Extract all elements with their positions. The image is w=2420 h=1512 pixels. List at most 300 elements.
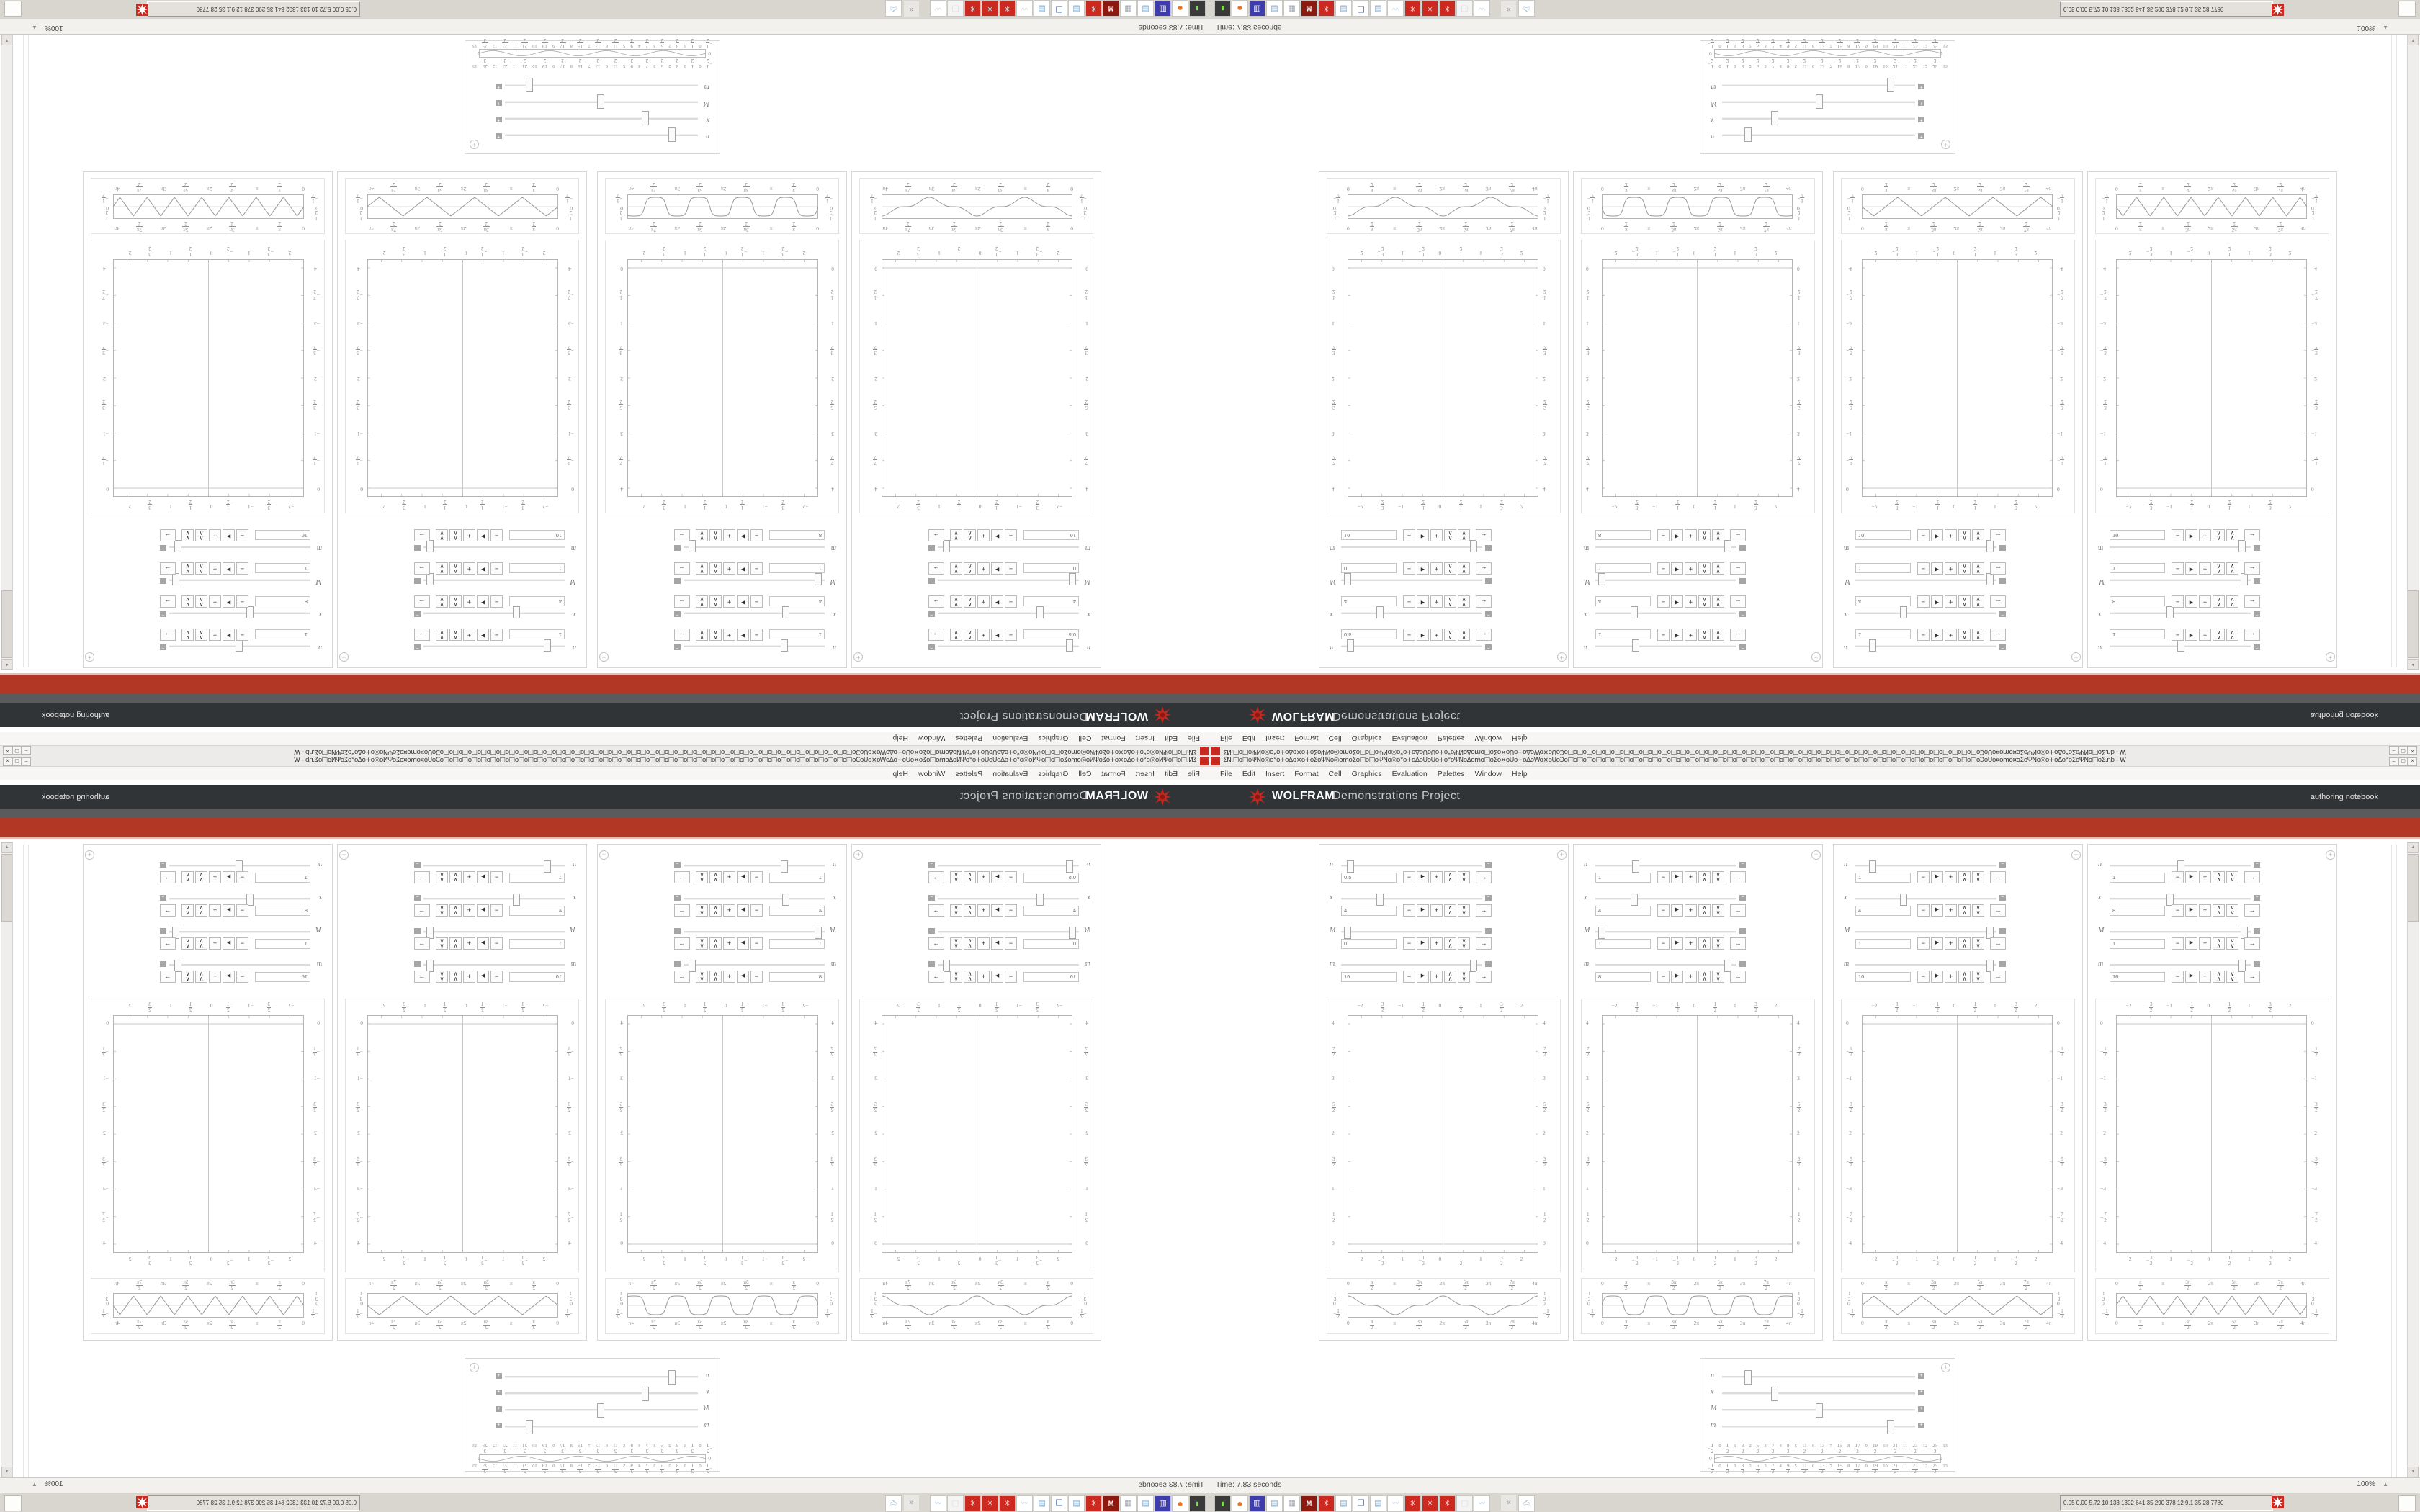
spikey-icon[interactable]: ✳ — [1404, 1495, 1421, 1512]
slider-thumb[interactable] — [1632, 640, 1639, 652]
slider-expand-toggle[interactable]: − — [1739, 545, 1746, 551]
slider-expand-toggle[interactable]: − — [2254, 862, 2260, 868]
step-button-down2[interactable]: ∨ ∨ — [1712, 871, 1724, 883]
slider-thumb[interactable] — [426, 960, 434, 972]
step-button-minus[interactable]: − — [1403, 595, 1415, 608]
step-button-down2[interactable]: ∨ ∨ — [2226, 595, 2238, 608]
step-button-arrow[interactable]: → — [414, 904, 430, 917]
scroll-icon[interactable]: 〰 — [1387, 0, 1404, 17]
step-button-plus[interactable]: + — [977, 937, 990, 950]
step-button-arrow[interactable]: → — [1990, 971, 2006, 983]
step-button-minus[interactable]: − — [236, 529, 248, 541]
value-field-m[interactable]: 10 — [1855, 530, 1911, 540]
step-button-arrow[interactable]: → — [1730, 562, 1746, 575]
step-button-plus[interactable]: + — [463, 971, 475, 983]
step-button-plus[interactable]: + — [463, 629, 475, 641]
slider-track[interactable] — [684, 964, 825, 966]
vertical-scrollbar[interactable] — [1, 34, 13, 670]
step-button-plus[interactable]: + — [1945, 871, 1957, 883]
step-button-up2[interactable]: ∧ ∧ — [449, 595, 462, 608]
step-button-arrow[interactable]: → — [1730, 629, 1746, 641]
manipulate-menu-icon[interactable]: + — [853, 652, 863, 662]
menu-file[interactable]: File — [1188, 770, 1200, 778]
step-button-minus[interactable]: − — [1005, 904, 1017, 917]
value-field-M[interactable]: 0 — [1023, 939, 1079, 949]
step-button-arrow[interactable]: → — [674, 971, 690, 983]
slider-thumb[interactable] — [526, 1420, 533, 1434]
slider-track[interactable] — [505, 1426, 698, 1428]
slider-track[interactable] — [505, 117, 698, 120]
step-button-plus[interactable]: + — [1685, 629, 1697, 641]
spikey-icon[interactable]: ✳ — [1085, 1495, 1102, 1512]
slider-track[interactable] — [169, 612, 310, 614]
slider-track[interactable] — [1855, 645, 1996, 647]
firefox-icon[interactable]: ● — [1172, 0, 1188, 17]
step-button-arrow[interactable]: → — [2244, 529, 2260, 541]
step-button-play[interactable]: ▶ — [2185, 629, 2197, 641]
step-button-minus[interactable]: − — [1005, 529, 1017, 541]
value-field-x[interactable]: 4 — [1341, 906, 1397, 916]
slider-track[interactable] — [938, 546, 1079, 548]
slider-expand-toggle[interactable]: − — [160, 928, 166, 934]
step-button-plus[interactable]: + — [209, 971, 221, 983]
brand-demonstrations[interactable]: Demonstrations Project — [959, 710, 1088, 722]
value-field-M[interactable]: 1 — [1595, 563, 1651, 573]
value-field-M[interactable]: 1 — [769, 563, 825, 573]
cell-bracket[interactable] — [2391, 34, 2392, 667]
slider-thumb[interactable] — [1632, 860, 1639, 873]
slider-track[interactable] — [938, 865, 1079, 867]
step-button-minus[interactable]: − — [2172, 562, 2184, 575]
brand-wolfram[interactable]: WOLFRAM — [1085, 710, 1148, 722]
menu-help[interactable]: Help — [892, 734, 908, 742]
manipulate-menu-icon[interactable]: + — [1557, 652, 1567, 662]
step-button-plus[interactable]: + — [1430, 529, 1443, 541]
scroll-icon[interactable]: 〰 — [1387, 1495, 1404, 1512]
slider-track[interactable] — [2110, 898, 2251, 900]
value-field-m[interactable]: 8 — [1595, 972, 1651, 982]
menu-format[interactable]: Format — [1294, 734, 1319, 742]
window-titlebar[interactable] — [1210, 745, 2420, 756]
notepad-icon[interactable]: ▤ — [1266, 1495, 1283, 1512]
step-button-play[interactable]: ▶ — [1671, 871, 1683, 883]
step-button-play[interactable]: ▶ — [1417, 562, 1429, 575]
menu-edit[interactable]: Edit — [1242, 734, 1256, 742]
value-field-x[interactable]: 8 — [255, 906, 310, 916]
cell-bracket[interactable] — [23, 34, 24, 667]
step-button-plus[interactable]: + — [723, 871, 735, 883]
step-button-minus[interactable]: − — [236, 971, 248, 983]
step-button-play[interactable]: ▶ — [2185, 937, 2197, 950]
show-desktop-sliver[interactable] — [4, 1495, 22, 1511]
step-button-down2[interactable]: ∨ ∨ — [2226, 629, 2238, 641]
window-titlebar[interactable] — [1210, 756, 2420, 767]
step-button-plus[interactable]: + — [463, 562, 475, 575]
step-button-play[interactable]: ▶ — [1671, 971, 1683, 983]
slider-expand-toggle[interactable]: + — [496, 133, 502, 139]
slider-thumb[interactable] — [513, 894, 520, 906]
ghost-icon[interactable]: ▢ — [1456, 0, 1473, 17]
slider-expand-toggle[interactable]: − — [1999, 895, 2006, 901]
slider-thumb[interactable] — [246, 894, 254, 906]
slider-track[interactable] — [684, 579, 825, 581]
scroll-up-arrow[interactable]: ▲ — [1, 659, 12, 670]
step-button-up2[interactable]: ∧ ∧ — [709, 629, 722, 641]
step-button-play[interactable]: ▶ — [223, 971, 235, 983]
slider-thumb[interactable] — [642, 111, 649, 125]
step-button-play[interactable]: ▶ — [2185, 904, 2197, 917]
step-button-plus[interactable]: + — [209, 595, 221, 608]
step-button-up2[interactable]: ∧ ∧ — [709, 937, 722, 950]
slider-expand-toggle[interactable]: − — [1739, 961, 1746, 967]
value-field-n[interactable]: 1 — [1595, 629, 1651, 639]
value-field-n[interactable]: 0.5 — [1341, 629, 1397, 639]
window-titlebar[interactable] — [0, 756, 1210, 767]
slider-track[interactable] — [938, 898, 1079, 900]
slider-thumb[interactable] — [1347, 640, 1354, 652]
notepad-icon[interactable]: ▤ — [1370, 0, 1386, 17]
cell-bracket[interactable] — [28, 845, 29, 1478]
step-button-arrow[interactable]: → — [928, 937, 944, 950]
manipulate-menu-icon[interactable]: + — [2326, 850, 2335, 860]
value-field-n[interactable]: 0.5 — [1023, 629, 1079, 639]
step-button-up2[interactable]: ∧ ∧ — [1698, 562, 1711, 575]
step-button-up2[interactable]: ∧ ∧ — [195, 529, 207, 541]
step-button-minus[interactable]: − — [750, 937, 763, 950]
slider-track[interactable] — [505, 84, 698, 86]
step-button-down2[interactable]: ∨ ∨ — [696, 562, 708, 575]
manipulate-menu-icon[interactable]: + — [599, 652, 609, 662]
step-button-down2[interactable]: ∨ ∨ — [1972, 629, 1984, 641]
slider-track[interactable] — [169, 931, 310, 933]
manipulate-menu-icon[interactable]: + — [1811, 652, 1821, 662]
calculator-icon[interactable]: ▦ — [1120, 1495, 1137, 1512]
step-button-up2[interactable]: ∧ ∧ — [1444, 595, 1456, 608]
step-button-plus[interactable]: + — [463, 904, 475, 917]
slider-thumb[interactable] — [2238, 541, 2246, 553]
calculator-icon[interactable]: ▦ — [1120, 0, 1137, 17]
step-button-down2[interactable]: ∨ ∨ — [182, 937, 194, 950]
step-button-down2[interactable]: ∨ ∨ — [436, 562, 448, 575]
window-app-icon[interactable]: ❐ — [1051, 0, 1067, 17]
step-button-plus[interactable]: + — [1945, 629, 1957, 641]
manipulate-menu-icon[interactable]: + — [339, 850, 349, 860]
value-field-M[interactable]: 0 — [1341, 939, 1397, 949]
slider-track[interactable] — [938, 645, 1079, 647]
spikey-icon[interactable]: ✳ — [1422, 1495, 1438, 1512]
slider-track[interactable] — [1855, 546, 1996, 548]
slider-thumb[interactable] — [668, 127, 676, 142]
step-button-plus[interactable]: + — [1685, 904, 1697, 917]
slider-track[interactable] — [938, 964, 1079, 966]
step-button-arrow[interactable]: → — [160, 971, 176, 983]
step-button-up2[interactable]: ∧ ∧ — [1698, 871, 1711, 883]
value-field-x[interactable]: 8 — [2110, 596, 2165, 606]
step-button-plus[interactable]: + — [2199, 529, 2211, 541]
step-button-up2[interactable]: ∧ ∧ — [964, 904, 976, 917]
step-button-minus[interactable]: − — [1917, 971, 1930, 983]
slider-thumb[interactable] — [782, 607, 789, 619]
manipulate-menu-icon[interactable]: + — [1811, 850, 1821, 860]
scroll-up-arrow[interactable]: ▲ — [2408, 842, 2419, 853]
step-button-play[interactable]: ▶ — [737, 629, 749, 641]
step-button-up2[interactable]: ∧ ∧ — [1444, 629, 1456, 641]
brand-wolfram[interactable]: WOLFRAM — [1272, 790, 1335, 802]
step-button-up2[interactable]: ∧ ∧ — [709, 971, 722, 983]
step-button-play[interactable]: ▶ — [223, 595, 235, 608]
cell-bracket[interactable] — [2396, 845, 2397, 1478]
value-field-m[interactable]: 16 — [1023, 972, 1079, 982]
step-button-up2[interactable]: ∧ ∧ — [449, 937, 462, 950]
value-field-n[interactable]: 1 — [509, 629, 565, 639]
step-button-up2[interactable]: ∧ ∧ — [964, 562, 976, 575]
slider-track[interactable] — [1595, 898, 1736, 900]
slider-thumb[interactable] — [1986, 927, 1994, 939]
slider-thumb[interactable] — [1066, 860, 1073, 873]
step-button-plus[interactable]: + — [1685, 595, 1697, 608]
step-button-play[interactable]: ▶ — [1417, 904, 1429, 917]
value-field-n[interactable]: 1 — [1855, 873, 1911, 883]
slider-track[interactable] — [424, 898, 565, 900]
step-button-down2[interactable]: ∨ ∨ — [1458, 871, 1470, 883]
value-field-x[interactable]: 4 — [769, 906, 825, 916]
slider-thumb[interactable] — [1376, 607, 1384, 619]
step-button-minus[interactable]: − — [2172, 971, 2184, 983]
menu-window[interactable]: Window — [918, 770, 946, 778]
step-button-minus[interactable]: − — [1917, 904, 1930, 917]
value-field-n[interactable]: 1 — [1855, 629, 1911, 639]
step-button-up2[interactable]: ∧ ∧ — [2213, 529, 2225, 541]
slider-thumb[interactable] — [1631, 607, 1638, 619]
step-button-plus[interactable]: + — [2199, 971, 2211, 983]
slider-thumb[interactable] — [1771, 1387, 1778, 1401]
step-button-up2[interactable]: ∧ ∧ — [1698, 529, 1711, 541]
menu-format[interactable]: Format — [1294, 770, 1319, 778]
step-button-down2[interactable]: ∨ ∨ — [436, 937, 448, 950]
slider-track[interactable] — [2110, 931, 2251, 933]
slider-track[interactable] — [1855, 579, 1996, 581]
step-button-minus[interactable]: − — [1403, 971, 1415, 983]
step-button-minus[interactable]: − — [490, 937, 503, 950]
vertical-scrollbar[interactable] — [1, 842, 13, 1478]
step-button-down2[interactable]: ∨ ∨ — [182, 904, 194, 917]
step-button-up2[interactable]: ∧ ∧ — [2213, 871, 2225, 883]
slider-expand-toggle[interactable]: − — [160, 644, 166, 650]
printer-icon[interactable]: ⎙ — [1518, 1495, 1535, 1512]
floppy-icon[interactable]: ▥ — [1155, 1495, 1171, 1512]
step-button-down2[interactable]: ∨ ∨ — [182, 562, 194, 575]
step-button-arrow[interactable]: → — [1476, 971, 1492, 983]
value-field-x[interactable]: 4 — [1855, 906, 1911, 916]
step-button-up2[interactable]: ∧ ∧ — [1958, 595, 1971, 608]
step-button-up2[interactable]: ∧ ∧ — [195, 595, 207, 608]
step-button-play[interactable]: ▶ — [1931, 562, 1943, 575]
step-button-play[interactable]: ▶ — [737, 595, 749, 608]
step-button-minus[interactable]: − — [236, 562, 248, 575]
close-button[interactable]: ✕ — [2408, 757, 2417, 766]
step-button-play[interactable]: ▶ — [991, 595, 1003, 608]
slider-expand-toggle[interactable]: + — [496, 1373, 502, 1379]
menu-format[interactable]: Format — [1101, 770, 1126, 778]
slider-expand-toggle[interactable]: − — [2254, 895, 2260, 901]
step-button-up2[interactable]: ∧ ∧ — [1444, 971, 1456, 983]
step-button-arrow[interactable]: → — [160, 562, 176, 575]
step-button-play[interactable]: ▶ — [477, 529, 489, 541]
show-desktop-sliver[interactable] — [2398, 1, 2416, 17]
step-button-minus[interactable]: − — [1917, 937, 1930, 950]
step-button-up2[interactable]: ∧ ∧ — [195, 871, 207, 883]
step-button-play[interactable]: ▶ — [1931, 937, 1943, 950]
step-button-minus[interactable]: − — [490, 904, 503, 917]
step-button-up2[interactable]: ∧ ∧ — [964, 529, 976, 541]
menu-evaluation[interactable]: Evaluation — [992, 770, 1028, 778]
menu-file[interactable]: File — [1220, 734, 1232, 742]
step-button-play[interactable]: ▶ — [1671, 562, 1683, 575]
mathematica-box-icon[interactable]: M — [1301, 0, 1317, 17]
step-button-down2[interactable]: ∨ ∨ — [2226, 562, 2238, 575]
slider-expand-toggle[interactable]: + — [496, 84, 502, 89]
step-button-play[interactable]: ▶ — [477, 595, 489, 608]
step-button-up2[interactable]: ∧ ∧ — [1698, 629, 1711, 641]
slider-thumb[interactable] — [1036, 607, 1044, 619]
brand-demonstrations[interactable]: Demonstrations Project — [959, 790, 1088, 802]
slider-expand-toggle[interactable]: − — [1999, 611, 2006, 617]
value-field-m[interactable]: 16 — [1023, 530, 1079, 540]
step-button-arrow[interactable]: → — [2244, 871, 2260, 883]
slider-expand-toggle[interactable]: − — [674, 644, 681, 650]
slider-expand-toggle[interactable]: − — [1739, 895, 1746, 901]
slider-expand-toggle[interactable]: − — [674, 611, 681, 617]
slider-thumb[interactable] — [1036, 894, 1044, 906]
maximize-button[interactable]: ▢ — [12, 746, 22, 755]
minimize-button[interactable]: – — [22, 746, 31, 755]
slider-track[interactable] — [1855, 931, 1996, 933]
value-field-m[interactable]: 16 — [2110, 530, 2165, 540]
step-button-minus[interactable]: − — [1403, 629, 1415, 641]
step-button-plus[interactable]: + — [209, 937, 221, 950]
step-button-plus[interactable]: + — [1430, 629, 1443, 641]
step-button-arrow[interactable]: → — [674, 904, 690, 917]
step-button-minus[interactable]: − — [2172, 629, 2184, 641]
value-field-m[interactable]: 16 — [1341, 972, 1397, 982]
slider-thumb[interactable] — [1986, 574, 1994, 586]
scrollbar-thumb[interactable] — [2408, 854, 2419, 922]
value-field-M[interactable]: 1 — [255, 563, 310, 573]
step-button-up2[interactable]: ∧ ∧ — [2213, 629, 2225, 641]
step-button-minus[interactable]: − — [490, 629, 503, 641]
step-button-plus[interactable]: + — [977, 904, 990, 917]
slider-track[interactable] — [1722, 1426, 1915, 1428]
step-button-minus[interactable]: − — [490, 529, 503, 541]
maximize-button[interactable]: ▢ — [2398, 757, 2408, 766]
slider-track[interactable] — [2110, 579, 2251, 581]
value-field-m[interactable]: 8 — [769, 530, 825, 540]
slider-thumb[interactable] — [782, 894, 789, 906]
window-app-icon[interactable]: ❐ — [1051, 1495, 1067, 1512]
slider-thumb[interactable] — [1986, 541, 1994, 553]
slider-track[interactable] — [684, 645, 825, 647]
slider-thumb[interactable] — [544, 640, 551, 652]
value-field-m[interactable]: 16 — [255, 530, 310, 540]
slider-thumb[interactable] — [1724, 960, 1731, 972]
step-button-down2[interactable]: ∨ ∨ — [2226, 971, 2238, 983]
slider-thumb[interactable] — [526, 78, 533, 92]
slider-expand-toggle[interactable]: − — [928, 862, 935, 868]
slider-thumb[interactable] — [1887, 78, 1894, 92]
step-button-minus[interactable]: − — [236, 629, 248, 641]
step-button-plus[interactable]: + — [2199, 562, 2211, 575]
step-button-up2[interactable]: ∧ ∧ — [1444, 529, 1456, 541]
step-button-play[interactable]: ▶ — [1931, 871, 1943, 883]
menu-edit[interactable]: Edit — [1164, 770, 1178, 778]
slider-thumb[interactable] — [1598, 927, 1605, 939]
slider-expand-toggle[interactable]: − — [928, 578, 935, 584]
step-button-arrow[interactable]: → — [414, 937, 430, 950]
step-button-arrow[interactable]: → — [1990, 562, 2006, 575]
slider-expand-toggle[interactable]: − — [1739, 578, 1746, 584]
menu-file[interactable]: File — [1220, 770, 1232, 778]
step-button-up2[interactable]: ∧ ∧ — [2213, 595, 2225, 608]
step-button-minus[interactable]: − — [750, 562, 763, 575]
slider-expand-toggle[interactable]: − — [674, 545, 681, 551]
value-field-x[interactable]: 8 — [255, 596, 310, 606]
step-button-minus[interactable]: − — [1917, 529, 1930, 541]
step-button-up2[interactable]: ∧ ∧ — [1444, 904, 1456, 917]
step-button-up2[interactable]: ∧ ∧ — [195, 562, 207, 575]
step-button-minus[interactable]: − — [236, 904, 248, 917]
value-field-x[interactable]: 4 — [769, 596, 825, 606]
slider-track[interactable] — [424, 546, 565, 548]
spikey-icon[interactable]: ✳ — [982, 0, 998, 17]
step-button-arrow[interactable]: → — [1730, 971, 1746, 983]
zoom-menu-triangle-icon[interactable]: ▲ — [2383, 1481, 2388, 1488]
step-button-down2[interactable]: ∨ ∨ — [1712, 595, 1724, 608]
step-button-play[interactable]: ▶ — [2185, 871, 2197, 883]
step-button-up2[interactable]: ∧ ∧ — [195, 904, 207, 917]
slider-expand-toggle[interactable]: + — [1918, 100, 1924, 106]
ghost-icon[interactable]: ▢ — [947, 1495, 964, 1512]
menu-edit[interactable]: Edit — [1164, 734, 1178, 742]
slider-thumb[interactable] — [1069, 574, 1076, 586]
calculator-icon[interactable]: ▦ — [1283, 1495, 1300, 1512]
slider-thumb[interactable] — [1887, 1420, 1894, 1434]
step-button-plus[interactable]: + — [723, 971, 735, 983]
step-button-minus[interactable]: − — [1917, 871, 1930, 883]
step-button-play[interactable]: ▶ — [2185, 971, 2197, 983]
slider-expand-toggle[interactable]: − — [414, 895, 421, 901]
slider-track[interactable] — [1341, 931, 1482, 933]
step-button-down2[interactable]: ∨ ∨ — [1712, 629, 1724, 641]
value-field-M[interactable]: 1 — [2110, 939, 2165, 949]
step-button-up2[interactable]: ∧ ∧ — [1958, 562, 1971, 575]
value-field-m[interactable]: 10 — [509, 530, 565, 540]
spikey-icon[interactable]: ✳ — [999, 1495, 1016, 1512]
slider-thumb[interactable] — [426, 574, 434, 586]
step-button-up2[interactable]: ∧ ∧ — [964, 971, 976, 983]
step-button-plus[interactable]: + — [723, 937, 735, 950]
notepad-icon[interactable]: ▤ — [1034, 0, 1050, 17]
scroll-icon[interactable]: 〰 — [1474, 1495, 1490, 1512]
step-button-arrow[interactable]: → — [1476, 937, 1492, 950]
step-button-down2[interactable]: ∨ ∨ — [1972, 904, 1984, 917]
value-field-n[interactable]: 1 — [769, 629, 825, 639]
step-button-down2[interactable]: ∨ ∨ — [1458, 971, 1470, 983]
value-field-m[interactable]: 10 — [509, 972, 565, 982]
slider-thumb[interactable] — [174, 960, 182, 972]
manipulate-menu-icon[interactable]: + — [85, 652, 94, 662]
step-button-up2[interactable]: ∧ ∧ — [195, 629, 207, 641]
step-button-plus[interactable]: + — [209, 904, 221, 917]
